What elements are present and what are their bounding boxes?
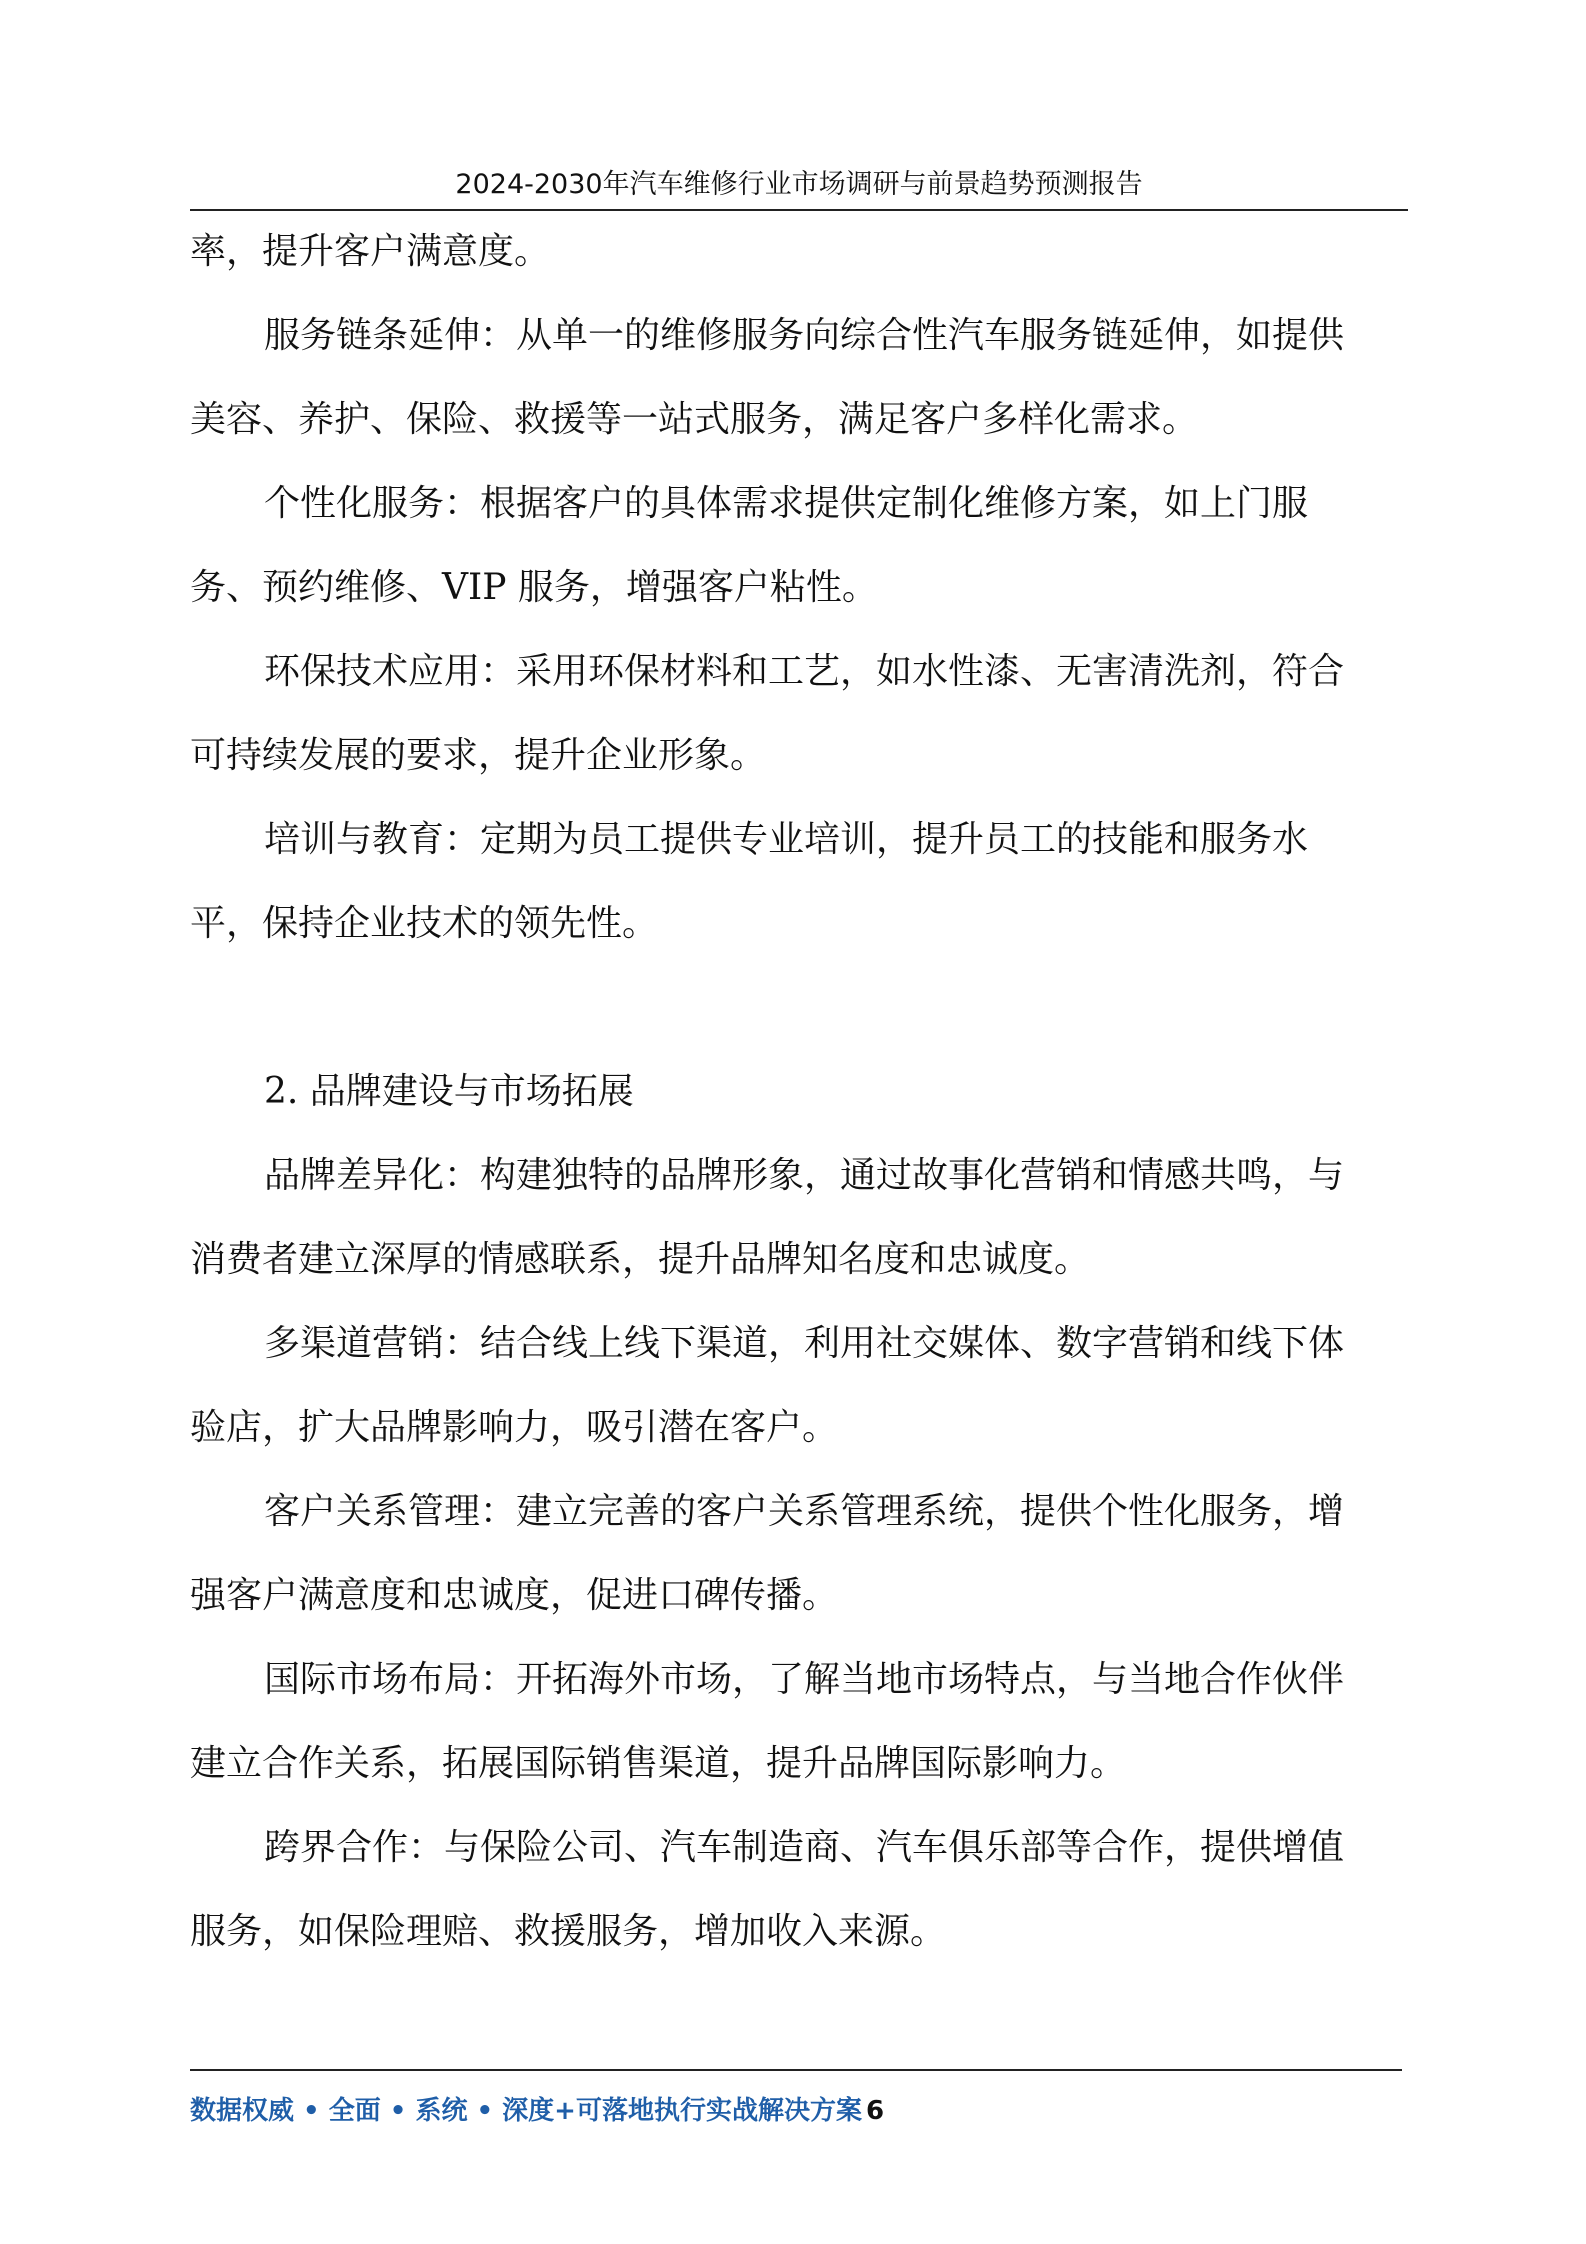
- page-number: 6: [865, 2096, 885, 2126]
- section-heading: 2. 品牌建设与市场拓展: [264, 1071, 634, 1112]
- body-line: 建立合作关系，拓展国际销售渠道，提升品牌国际影响力。: [190, 1743, 1127, 1784]
- body-line: 客户关系管理：建立完善的客户关系管理系统，提供个性化服务，增: [264, 1491, 1345, 1532]
- body-line: 可持续发展的要求，提升企业形象。: [190, 735, 767, 776]
- footer-divider: [190, 2069, 1402, 2071]
- body-line: 个性化服务：根据客户的具体需求提供定制化维修方案，如上门服: [264, 483, 1309, 524]
- body-line: 消费者建立深厚的情感联系，提升品牌知名度和忠诚度。: [190, 1239, 1091, 1280]
- body-line: 平，保持企业技术的领先性。: [190, 903, 659, 944]
- body-line: 环保技术应用：采用环保材料和工艺，如水性漆、无害清洗剂，符合: [264, 651, 1345, 692]
- body-line: 率，提升客户满意度。: [190, 231, 551, 272]
- page-footer: [190, 2094, 1402, 2128]
- body-line: 验店，扩大品牌影响力，吸引潜在客户。: [190, 1407, 839, 1448]
- document-body: [190, 222, 1400, 1986]
- body-line: 培训与教育：定期为员工提供专业培训，提升员工的技能和服务水: [264, 819, 1309, 860]
- paragraph-spacer: [190, 978, 1400, 1062]
- body-line: 国际市场布局：开拓海外市场，了解当地市场特点，与当地合作伙伴: [264, 1659, 1345, 1700]
- page-header-title: 2024-2030年汽车维修行业市场调研与前景趋势预测报告: [455, 169, 1143, 200]
- body-line: 跨界合作：与保险公司、汽车制造商、汽车俱乐部等合作，提供增值: [264, 1827, 1345, 1868]
- body-line: 多渠道营销：结合线上线下渠道，利用社交媒体、数字营销和线下体: [264, 1323, 1345, 1364]
- body-line: 强客户满意度和忠诚度，促进口碑传播。: [190, 1575, 839, 1616]
- body-line: 品牌差异化：构建独特的品牌形象，通过故事化营销和情感共鸣，与: [264, 1155, 1345, 1196]
- header-divider: [190, 209, 1408, 211]
- body-line: 务、预约维修、VIP 服务，增强客户粘性。: [190, 567, 878, 608]
- body-line: 美容、养护、保险、救援等一站式服务，满足客户多样化需求。: [190, 399, 1199, 440]
- body-line: 服务，如保险理赔、救援服务，增加收入来源。: [190, 1911, 947, 1952]
- footer-slogan: 数据权威 • 全面 • 系统 • 深度+可落地执行实战解决方案: [190, 2096, 862, 2126]
- body-line: 服务链条延伸：从单一的维修服务向综合性汽车服务链延伸，如提供: [264, 315, 1345, 356]
